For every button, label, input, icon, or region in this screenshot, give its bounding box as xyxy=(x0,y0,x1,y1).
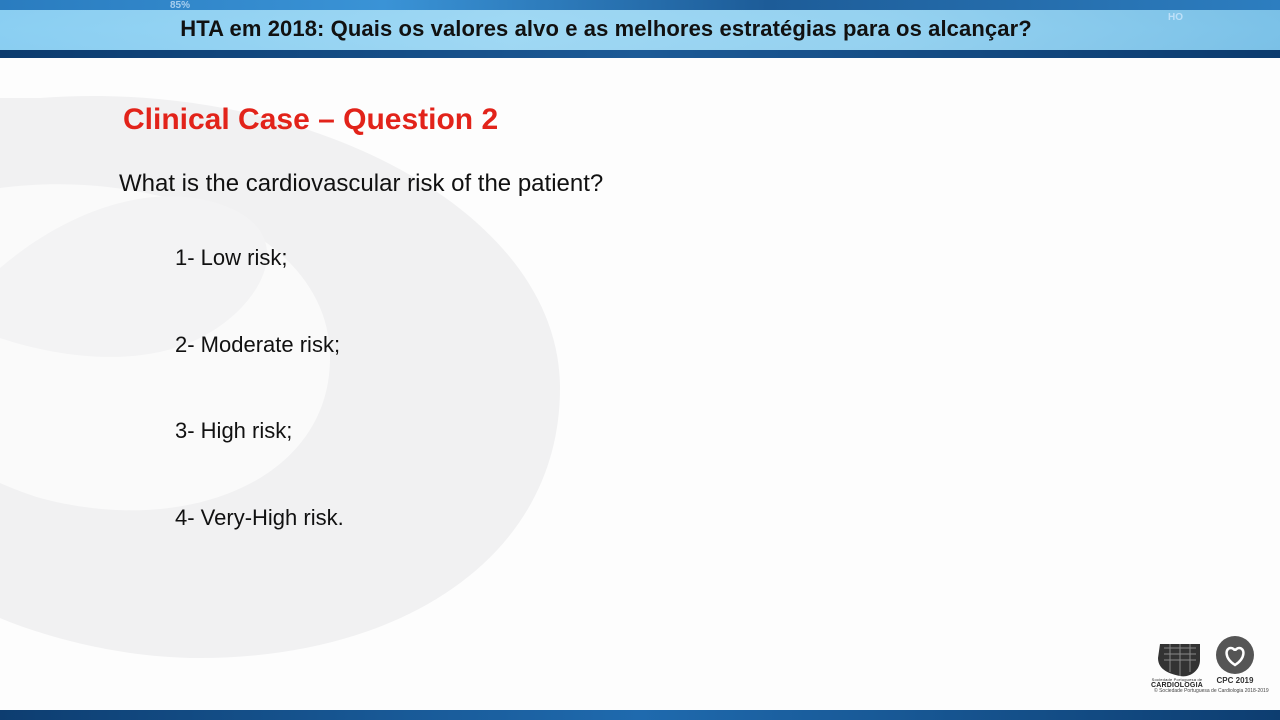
header-deco-text-left: 85% xyxy=(170,0,191,11)
option-high-risk: 3- High risk; xyxy=(175,418,293,443)
cpc-heart-logo-icon xyxy=(1216,636,1254,674)
header-top-strip xyxy=(0,0,1280,10)
heart-watermark-icon xyxy=(0,58,600,698)
cpc-logo-label: CPC 2019 xyxy=(1216,676,1254,685)
header-deco-text-right: HO xyxy=(1168,12,1183,23)
header-bottom-line xyxy=(0,50,1280,58)
option-very-high-risk: 4- Very-High risk. xyxy=(175,505,344,530)
option-moderate-risk: 2- Moderate risk; xyxy=(175,332,341,357)
slide-title: Clinical Case – Question 2 xyxy=(123,103,499,136)
header-banner xyxy=(0,0,1280,58)
presentation-title: HTA em 2018: Quais os valores alvo e as melhores estratégias para os alcançar? xyxy=(180,16,1032,41)
question-text: What is the cardiovascular risk of the patient? xyxy=(119,170,604,197)
spc-logo-main-text: CARDIOLOGIA xyxy=(1151,682,1203,689)
option-low-risk: 1- Low risk; xyxy=(175,245,288,270)
spc-logo-small-text: Sociedade Portuguesa de xyxy=(1151,677,1203,682)
copyright-text: © Sociedade Portuguesa de Cardiologia 2018-2019 xyxy=(1154,688,1269,694)
footer-bar xyxy=(0,710,1280,720)
